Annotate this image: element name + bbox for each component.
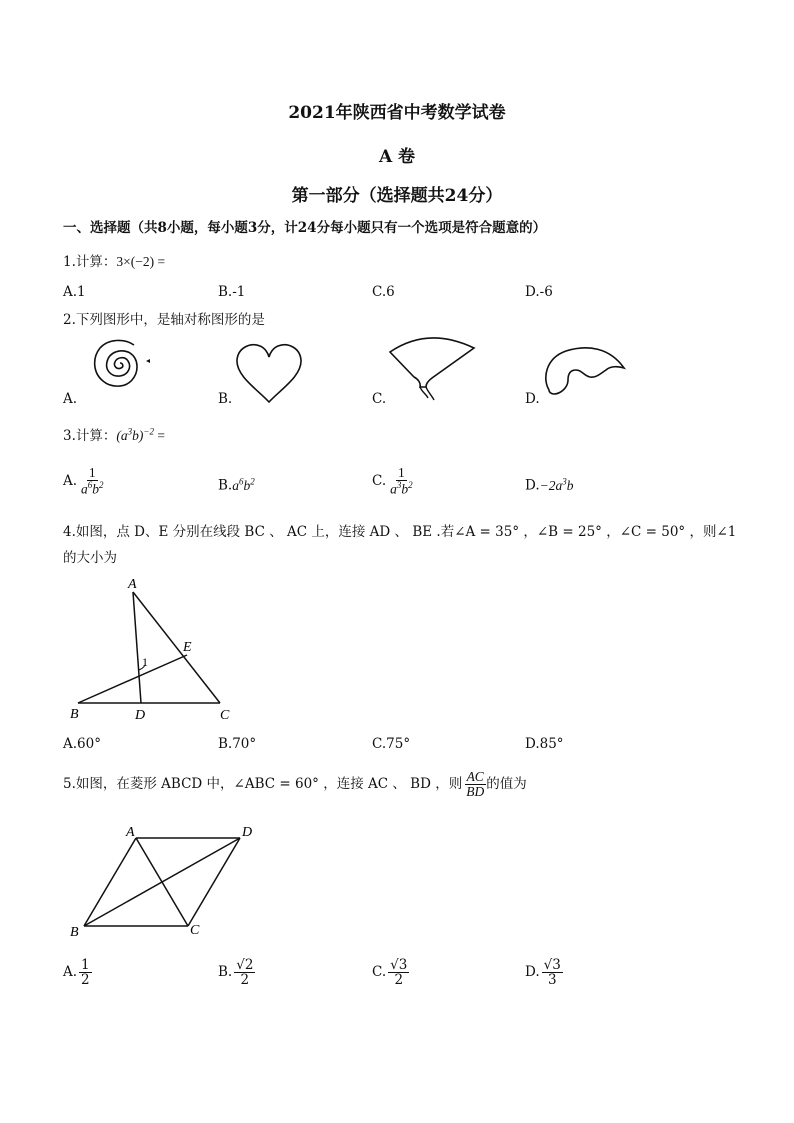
question-1 <box>63 250 165 270</box>
section-heading: 一、选择题（共8小题，每小题3分，计24分每小题只有一个选项是符合题意的） <box>63 220 547 236</box>
q5-option-b[interactable]: B. $\frac{√2}{2}$ <box>218 957 254 989</box>
question-4-line2: 的大小为 <box>63 550 117 566</box>
q1-option-d[interactable]: D.-6 <box>525 284 553 300</box>
angle-1-label: 1 <box>142 655 148 669</box>
q4-option-c[interactable]: C.75° <box>372 736 411 752</box>
question-3-prefix: 3.计算： <box>63 428 117 444</box>
q2-option-d[interactable]: D. <box>525 391 540 407</box>
q4-option-a[interactable]: A.60° <box>63 736 101 752</box>
rhombus-a-label: A <box>126 825 135 840</box>
q3-option-c[interactable]: C. $\frac{1}{a^3b^2}$ <box>372 465 413 497</box>
q3-option-b[interactable]: $B.a^6b^2$ <box>218 476 255 494</box>
exam-title: 2021年陕西省中考数学试卷 <box>288 103 506 123</box>
part-title: 第一部分（选择题共24分） <box>291 186 503 206</box>
q5-option-a[interactable]: A. $\frac{1}{2}$ <box>63 957 90 989</box>
point-b-label: B <box>70 707 79 722</box>
question-2: 2.下列图形中，是轴对称图形的是 <box>63 312 265 328</box>
question-1-prefix: 1.计算： <box>63 254 117 270</box>
point-c-label: C <box>220 708 230 723</box>
q3-option-a[interactable]: A. $\frac{1}{a^6b^2}$ <box>63 465 104 497</box>
question-5: 5.如图，在菱形 ABCD 中，∠ABC = 60° ，连接 AC 、 BD ，则 $\frac{AC}{BD}$ 的值为 <box>63 769 527 800</box>
point-d-label: D <box>135 708 146 723</box>
q1-option-c[interactable]: C.6 <box>372 284 395 300</box>
rhombus-d-label: D <box>242 825 253 840</box>
q1-option-b[interactable]: B.-1 <box>218 284 246 300</box>
q5-option-c[interactable]: C. $\frac{√3}{2}$ <box>372 957 408 989</box>
rhombus-c-label: C <box>190 923 200 938</box>
q2-option-c[interactable]: C. <box>372 391 387 407</box>
q4-option-d[interactable]: D.85° <box>525 736 564 752</box>
q1-option-a[interactable]: A.1 <box>63 284 86 300</box>
q2-option-a[interactable]: A. <box>63 391 78 407</box>
point-a-label: A <box>128 577 137 592</box>
q2-option-b[interactable]: B. <box>218 391 233 407</box>
spiral-icon <box>80 333 160 397</box>
rhombus-figure <box>66 822 266 940</box>
wave-icon <box>540 344 632 400</box>
q5-option-d[interactable]: D. $\frac{√3}{3}$ <box>525 957 561 989</box>
heart-icon <box>232 340 306 406</box>
question-3 <box>63 424 165 444</box>
question-3-expression: $(a^3b)^{-2}$ = <box>116 426 165 443</box>
paper-section-title: A 卷 <box>378 147 416 167</box>
question-1-expression: 3×(−2) = <box>116 254 166 269</box>
point-e-label: E <box>183 640 192 655</box>
q3-option-d[interactable]: $D.-2a^3b$ <box>525 476 574 494</box>
rhombus-b-label: B <box>70 925 79 940</box>
triangle-figure <box>70 576 240 724</box>
q4-option-b[interactable]: B.70° <box>218 736 257 752</box>
question-4-line1: 4.如图，点 D、E 分别在线段 BC 、 AC 上，连接 AD 、 BE .若∠A = 35° ，∠B = 25° ，∠C = 50° ，则∠1 <box>63 524 737 540</box>
fan-icon <box>384 334 480 404</box>
